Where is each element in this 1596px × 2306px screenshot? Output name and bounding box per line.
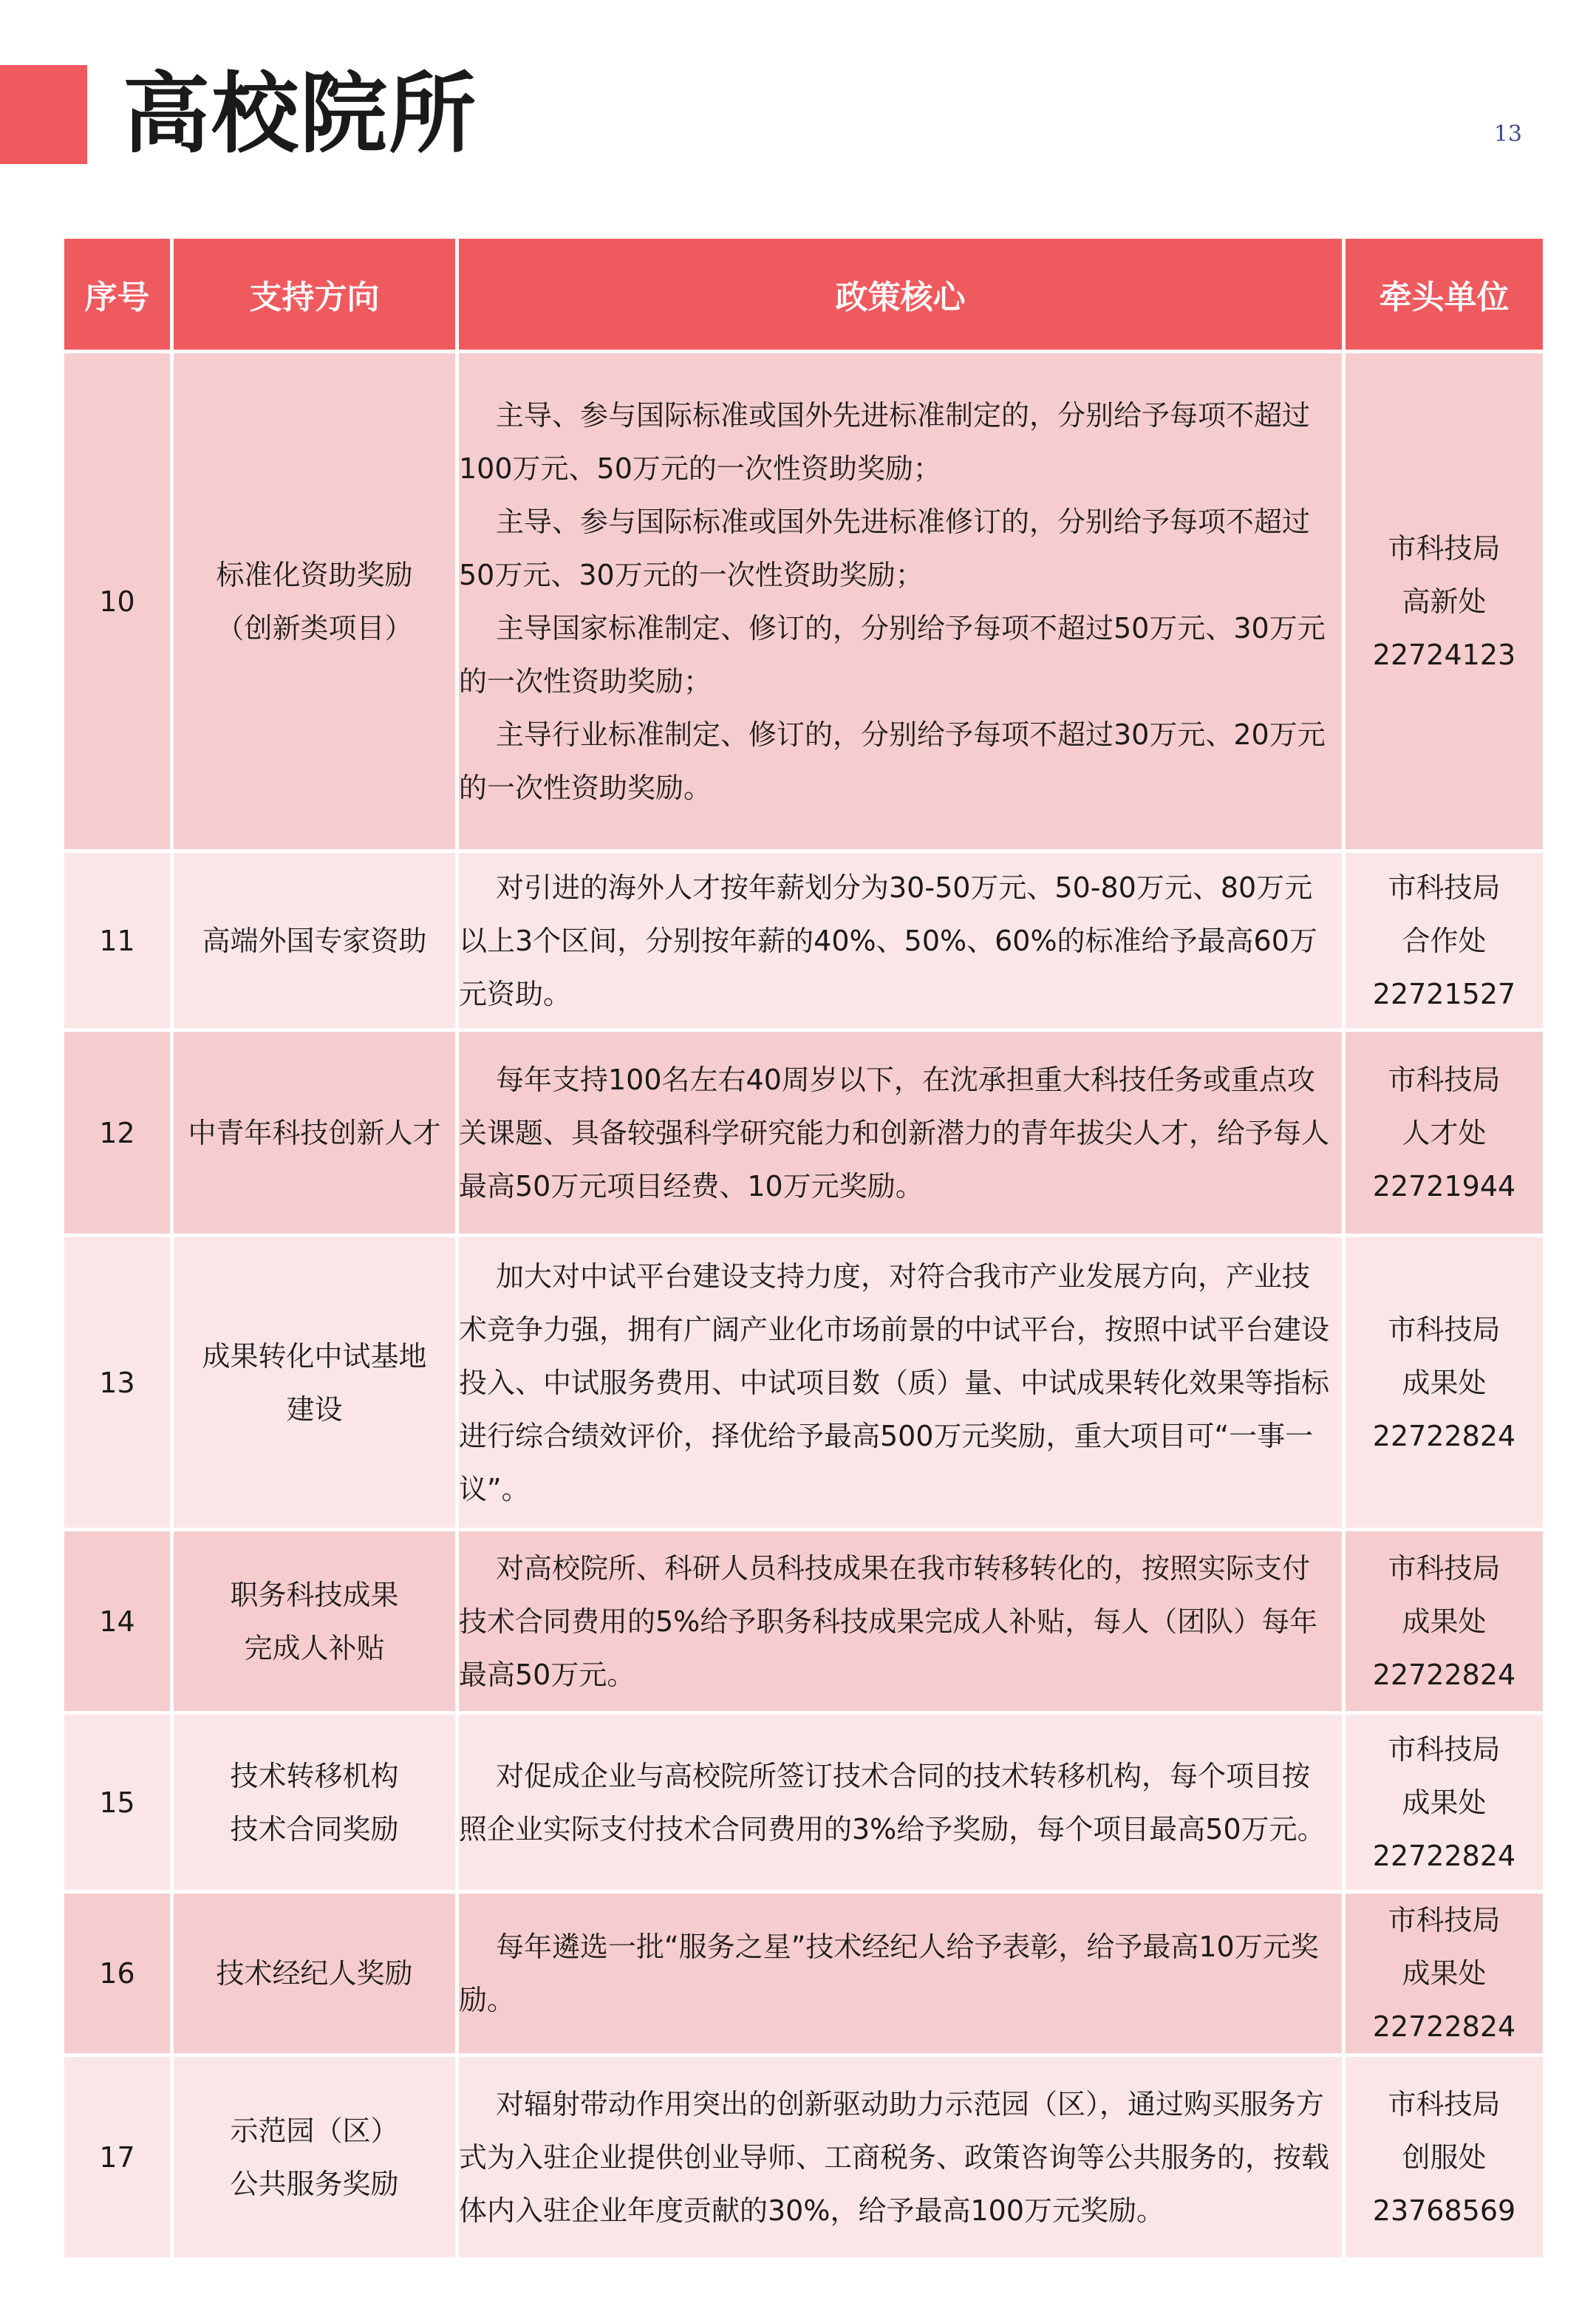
row-number: 14 — [63, 1530, 172, 1713]
table-row — [63, 352, 1545, 851]
lead-agency: 市科技局 — [1388, 1732, 1501, 1766]
row-number: 17 — [63, 2055, 172, 2259]
direction-line: （创新类项目） — [216, 611, 413, 644]
header-lead-unit: 牵头单位 — [1344, 237, 1545, 352]
lead-phone: 23768569 — [1372, 2194, 1516, 2227]
direction-line: 职务科技成果 — [230, 1578, 399, 1611]
lead-agency: 市科技局 — [1388, 1063, 1501, 1096]
page-title: 高校院所 — [123, 63, 478, 165]
header-direction: 支持方向 — [172, 237, 457, 352]
row-number: 11 — [63, 851, 172, 1030]
lead-phone: 22722824 — [1372, 2010, 1516, 2043]
lead-phone: 22722824 — [1372, 1658, 1516, 1691]
row-number: 15 — [63, 1713, 172, 1892]
policy-paragraph: 主导国家标准制定、修订的，分别给予每项不超过50万元、30万元的一次性资助奖励； — [459, 611, 1326, 698]
direction-line: 标准化资助奖励 — [216, 558, 413, 591]
direction-line: 中青年科技创新人才 — [188, 1116, 441, 1149]
table-row — [63, 1030, 1545, 1236]
policy-core — [457, 352, 1344, 851]
policy-paragraph: 对促成企业与高校院所签订技术合同的技术转移机构，每个项目按照企业实际支付技术合同费用的3%给予奖励，每个项目最高50万元。 — [459, 1759, 1326, 1846]
lead-division: 创服处 — [1402, 2140, 1487, 2174]
lead-phone: 22722824 — [1372, 1419, 1516, 1452]
policy-paragraph: 主导、参与国际标准或国外先进标准修订的，分别给予每项不超过50万元、30万元的一次性资助奖励； — [459, 505, 1311, 591]
table-header-row — [63, 237, 1545, 352]
lead-phone: 22722824 — [1372, 1839, 1516, 1872]
policy-core — [457, 1530, 1344, 1713]
lead-division: 成果处 — [1402, 1786, 1487, 1819]
direction-line: 技术合同奖励 — [230, 1812, 399, 1846]
page-number: 13 — [1493, 121, 1522, 147]
lead-agency: 市科技局 — [1388, 1904, 1501, 1936]
policy-paragraph: 主导行业标准制定、修订的，分别给予每项不超过30万元、20万元的一次性资助奖励。 — [459, 718, 1326, 804]
lead-unit — [1344, 352, 1545, 851]
lead-phone: 22721527 — [1372, 977, 1516, 1010]
lead-phone: 22724123 — [1372, 638, 1516, 671]
support-direction — [172, 1236, 457, 1530]
direction-line: 建设 — [286, 1392, 343, 1426]
lead-agency: 市科技局 — [1388, 1551, 1501, 1585]
row-number: 12 — [63, 1030, 172, 1236]
support-direction — [172, 2055, 457, 2259]
direction-line: 技术经纪人奖励 — [216, 1957, 413, 1990]
policy-table — [61, 235, 1546, 2261]
direction-line: 成果转化中试基地 — [202, 1339, 427, 1373]
lead-unit — [1344, 1713, 1545, 1892]
header-policy: 政策核心 — [457, 237, 1344, 352]
policy-paragraph: 对辐射带动作用突出的创新驱动助力示范园（区），通过购买服务方式为入驻企业提供创业导师、工商税务、政策咨询等公共服务的，按载体内入驻企业年度贡献的30%，给予最高100万元奖励。 — [459, 2087, 1330, 2227]
table-row — [63, 851, 1545, 1030]
support-direction — [172, 851, 457, 1030]
lead-agency: 市科技局 — [1388, 531, 1501, 565]
lead-division: 成果处 — [1402, 1366, 1487, 1399]
policy-paragraph: 每年支持100名左右40周岁以下，在沈承担重大科技任务或重点攻关课题、具备较强科学研究能力和创新潜力的青年拔尖人才，给予每人最高50万元项目经费、10万元奖励。 — [459, 1063, 1330, 1203]
lead-division: 合作处 — [1402, 924, 1487, 957]
direction-line: 高端外国专家资助 — [202, 924, 427, 957]
lead-agency: 市科技局 — [1388, 871, 1501, 904]
lead-division: 人才处 — [1402, 1116, 1487, 1149]
lead-unit — [1344, 2055, 1545, 2259]
support-direction — [172, 1530, 457, 1713]
policy-paragraph: 每年遴选一批“服务之星”技术经纪人给予表彰，给予最高10万元奖励。 — [459, 1931, 1319, 2016]
lead-division: 成果处 — [1402, 1957, 1487, 1990]
direction-line: 示范园（区） — [230, 2114, 399, 2147]
policy-core — [457, 1892, 1344, 2055]
row-number: 10 — [63, 352, 172, 851]
lead-phone: 22721944 — [1372, 1169, 1516, 1203]
lead-unit — [1344, 1030, 1545, 1236]
policy-core — [457, 1030, 1344, 1236]
policy-core — [457, 1713, 1344, 1892]
direction-line: 技术转移机构 — [230, 1759, 399, 1792]
direction-line: 完成人补贴 — [244, 1631, 385, 1664]
policy-paragraph: 加大对中试平台建设支持力度，对符合我市产业发展方向，产业技术竞争力强，拥有广阔产业化市场前景的中试平台，按照中试平台建设投入、中试服务费用、中试项目数（质）量、中试成果转化效果等指标进行综合绩效评价，择优给予最高500万元奖励，重大项目可“一事一议”。 — [459, 1259, 1330, 1506]
row-number: 16 — [63, 1892, 172, 2055]
title-accent-bar — [0, 65, 87, 164]
support-direction — [172, 1030, 457, 1236]
policy-paragraph: 对引进的海外人才按年薪划分为30-50万元、50-80万元、80万元以上3个区间，分别按年薪的40%、50%、60%的标准给予最高60万元资助。 — [459, 871, 1317, 1010]
support-direction — [172, 352, 457, 851]
lead-unit — [1344, 1530, 1545, 1713]
lead-unit — [1344, 851, 1545, 1030]
policy-core — [457, 1236, 1344, 1530]
support-direction — [172, 1713, 457, 1892]
policy-core — [457, 851, 1344, 1030]
table-row — [63, 1892, 1545, 2055]
table-row — [63, 1713, 1545, 1892]
lead-agency: 市科技局 — [1388, 1313, 1501, 1346]
direction-line: 公共服务奖励 — [230, 2167, 399, 2200]
policy-core — [457, 2055, 1344, 2259]
lead-division: 成果处 — [1402, 1605, 1487, 1638]
lead-unit — [1344, 1236, 1545, 1530]
lead-unit — [1344, 1892, 1545, 2055]
table-row — [63, 2055, 1545, 2259]
policy-paragraph: 对高校院所、科研人员科技成果在我市转移转化的，按照实际支付技术合同费用的5%给予职务科技成果完成人补贴，每人（团队）每年最高50万元。 — [459, 1551, 1318, 1691]
table-row — [63, 1236, 1545, 1530]
row-number: 13 — [63, 1236, 172, 1530]
table-row — [63, 1530, 1545, 1713]
support-direction — [172, 1892, 457, 2055]
policy-paragraph: 主导、参与国际标准或国外先进标准制定的，分别给予每项不超过100万元、50万元的一次性资助奖励； — [459, 398, 1311, 485]
lead-division: 高新处 — [1402, 585, 1487, 618]
lead-agency: 市科技局 — [1388, 2087, 1501, 2120]
header-number: 序号 — [63, 237, 172, 352]
